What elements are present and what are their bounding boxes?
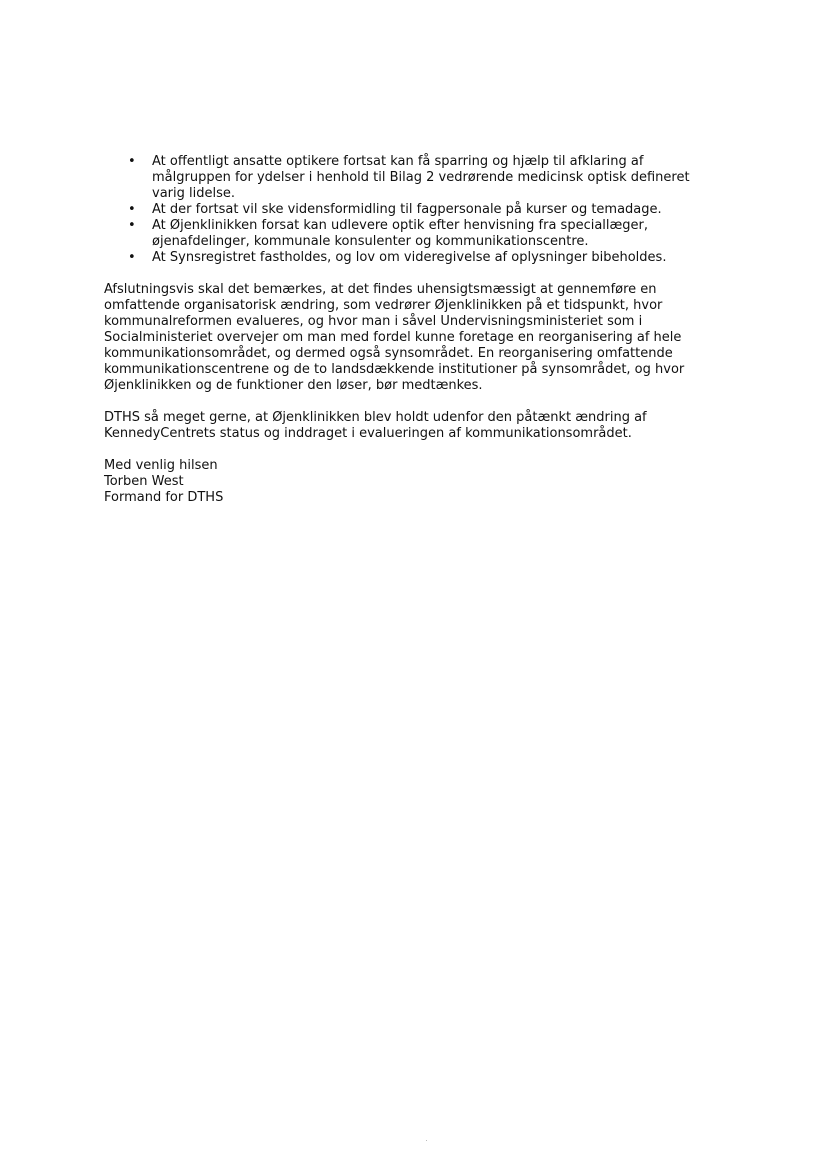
signature-block (104, 458, 704, 506)
list-item (104, 250, 704, 266)
bullet-icon: • (128, 202, 136, 217)
signer-name: Torben West (104, 474, 184, 489)
closing-greeting: Med venlig hilsen (104, 458, 218, 473)
bullet-list (104, 154, 704, 266)
signer-title: Formand for DTHS (104, 490, 224, 505)
letter-body (104, 154, 704, 506)
list-item (104, 218, 704, 250)
bullet-text: At Øjenklinikken forsat kan udlevere optik efter henvisning fra speciallæger, øjenafdelinger, kommunale konsulenter og kommunikationscentre. (152, 218, 649, 249)
bullet-icon: • (128, 250, 136, 265)
bullet-icon: • (128, 218, 136, 233)
request-paragraph: DTHS så meget gerne, at Øjenklinikken blev holdt udenfor den påtænkt ændring af KennedyCentrets status og inddraget i evalueringen af kommunikationsområdet. (104, 410, 647, 441)
bullet-text: At der fortsat vil ske vidensformidling til fagpersonale på kurser og temadage. (152, 202, 662, 217)
bullet-text: At offentligt ansatte optikere fortsat kan få sparring og hjælp til afklaring af målgruppen for ydelser i henhold til Bilag 2 vedrørende medicinsk optisk defineret varig lidelse. (152, 154, 690, 201)
list-item (104, 154, 704, 202)
list-item (104, 202, 704, 218)
bullet-text: At Synsregistret fastholdes, og lov om videregivelse af oplysninger bibeholdes. (152, 250, 667, 265)
scan-speck (426, 1140, 427, 1141)
bullet-icon: • (128, 154, 136, 169)
concluding-paragraph: Afslutningsvis skal det bemærkes, at det findes uhensigtsmæssigt at gennemføre en omfattende organisatorisk ændring, som vedrører Øjenklinikken på et tidspunkt, hvor kommunalreformen evalueres, og hvor man i såvel Undervisningsministeriet som i Socialministeriet overvejer om man med fordel kunne foretage en reorganisering af hele kommunikationsområdet, og dermed også synsområdet. En reorganisering omfattende kommunikationscentrene og de to landsdækkende institutioner på synsområdet, og hvor Øjenklinikken og de funktioner den løser, bør medtænkes. (104, 282, 685, 393)
